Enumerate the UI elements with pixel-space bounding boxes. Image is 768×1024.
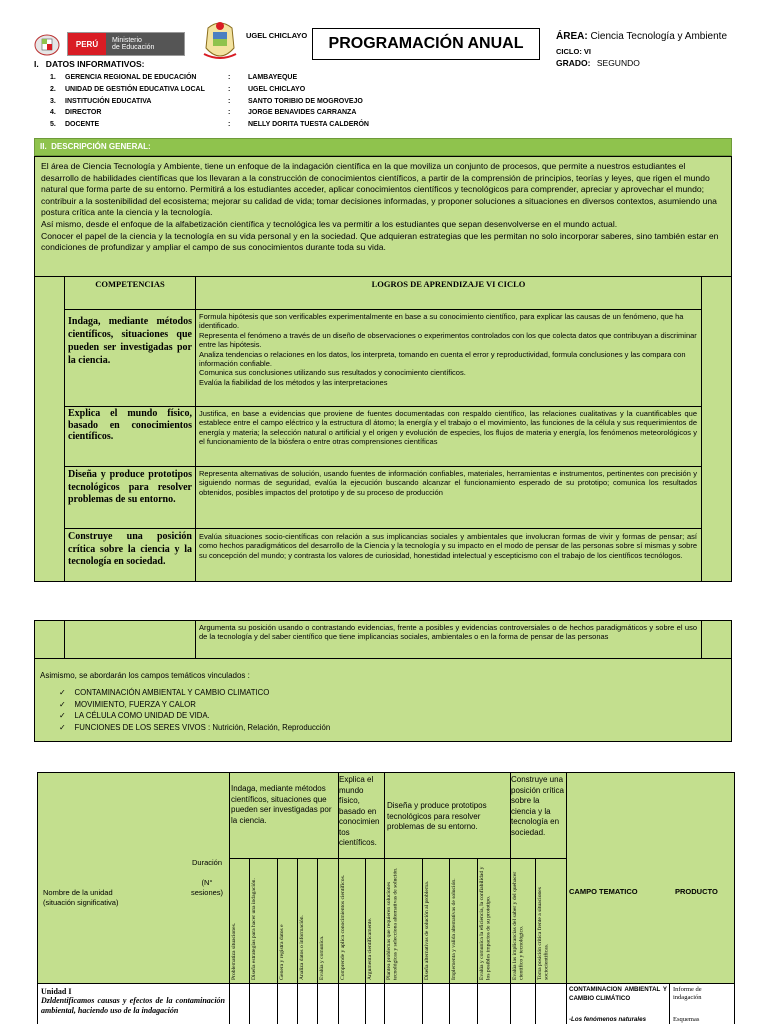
unidad-producto: Informe de indagación (673, 986, 702, 1002)
ugel-logo (200, 18, 240, 66)
check-icon: ✓ (59, 722, 66, 732)
capacidad-label: Plantea problemas que requieren soluciones tecnológicas y selecciona alternativas de solución. (386, 867, 399, 980)
column-divider (277, 858, 278, 1024)
descripcion-paragraph: El área de Ciencia Tecnología y Ambiente, tiene un enfoque de la indagación científica en la que moviliza un conjunto de procesos, que permite a nuestros estudiantes el desarrollo de habilidades científicas que los llevaran a la construcción de conocimientos científicos, a partir de la comprensión de principios, teorías y leyes, que rigen el mundo natural que forma parte de su entorno. Permitirá a los estudiantes acceder, aplicar conocimientos científicos y tecnológicos para comprender, apreciar y aprovechar el mundo; contribuir a la sostenibilidad del ecosistema; mejorar su calidad de vida; tomar decisiones informadas, y proponer soluciones a situaciones en diversos contextos, asumiendo una postura crítica ante la ciencia y la tecnología. (41, 161, 717, 218)
area-value: Ciencia Tecnología y Ambiente (590, 31, 728, 42)
datos-num: 2. (50, 85, 56, 93)
campos-item-text: MOVIMIENTO, FUERZA Y CALOR (74, 699, 196, 709)
datos-key: INSTITUCIÓN EDUCATIVA (65, 97, 152, 105)
capacidad-label: Genera y registra datos e (279, 924, 285, 980)
campos-item-text: CONTAMINACIÓN AMBIENTAL Y CAMBIO CLIMATICO (74, 688, 270, 697)
datos-num: 5. (50, 121, 56, 129)
datos-row (50, 96, 450, 108)
page-title (312, 28, 540, 60)
row-divider (64, 528, 702, 529)
peru-logo (67, 32, 185, 56)
column-divider (37, 984, 38, 1024)
datos-val: LAMBAYEQUE (248, 74, 298, 81)
column-divider (229, 772, 230, 1024)
competencia-name: Indaga, mediante métodos científicos, situaciones que pueden ser investigadas por la ciencia. (68, 316, 192, 366)
check-icon: ✓ (59, 711, 66, 721)
datos-row (50, 72, 450, 84)
capacidad-label: Problematiza situaciones. (231, 922, 237, 980)
datos-num: 1. (50, 74, 56, 81)
campos-list (59, 687, 330, 733)
datos-key: UNIDAD DE GESTIÓN EDUCATIVA LOCAL (65, 85, 205, 93)
col-header-comp3: Diseña y produce prototipos tecnológicos para resolver problemas de su entorno. (387, 801, 487, 831)
column-divider (701, 277, 702, 581)
competencia-logro: Justifica, en base a evidencias que proviene de fuentes documentadas con respaldo científico, las relaciones cualitativas y la cuantificables que establece entre el campo eléctrico y la estructura dl átomo; la energía y el trabajo o el movimiento, las funciones de la célula y sus requerimientos de energía y materia; la selección natural o artificial y el origen y evolución de especies, los flujos de materia y energía, los fenómenos meteorológicos y el funcionamiento de la biósfera o entre otras comprensiones científicas (199, 409, 697, 447)
competencia-logro: Evalúa situaciones socio-científicas con relación a sus implicancias sociales y ambientales que involucran formas de vivir y formas de pensar; así como hechos paradigmáticos del desarrollo de la Ciencia y la tecnología y su impacto en el modo de pensar de las personas sobre sí mismas y sobre su concepción del mundo; y contrasta los valores de curiosidad, honestidad intelectual y escepticismo con el trabajo de los científicos tecnólogos. (199, 532, 697, 560)
descripcion-heading (34, 138, 732, 156)
capacidad-label: Evalúa las implicancias del saber y del quehacer científico y tecnológico. (512, 871, 525, 980)
unidad-producto-sub: Esquemas (673, 1016, 700, 1023)
unidades-table (37, 772, 735, 1024)
col-header-duracion: Duración (N° sesiones) (190, 858, 224, 897)
datos-key: GERENCIA REGIONAL DE EDUCACIÓN (65, 74, 197, 81)
row-divider (37, 983, 735, 984)
competencias-table (34, 276, 732, 582)
col-header-comp1: Indaga, mediante métodos científicos, situaciones que pueden ser investigadas por la ciencia. (231, 784, 332, 825)
column-divider (317, 858, 318, 1024)
campos-item-text: FUNCIONES DE LOS SERES VIVOS : Nutrición, Relación, Reproducción (74, 722, 331, 732)
column-divider (449, 858, 450, 1024)
col-header-producto: PRODUCTO (675, 887, 718, 896)
capacidad-label: Toma posición crítica frente a situaciones sociocientíficas. (537, 887, 550, 980)
unidad-title: Unidad I (41, 987, 72, 996)
campos-intro: Asimismo, se abordarán los campos temáticos vinculados : (40, 671, 250, 680)
campos-item (59, 722, 330, 734)
check-icon: ✓ (59, 688, 66, 697)
capacidad-label: Evalúa y comunica la eficiencia, la confiabilidad y los posibles impactos de su prototipo. (479, 866, 492, 980)
datos-row (50, 107, 450, 119)
datos-key: DIRECTOR (65, 109, 102, 117)
datos-val: UGEL CHICLAYO (248, 85, 306, 93)
grado-value: SEGUNDO (596, 58, 640, 68)
column-divider (422, 858, 423, 1024)
competencia-name: Explica el mundo físico, basado en conocimientos científicos. (68, 408, 192, 442)
datos-sep: : (228, 74, 231, 81)
column-divider (734, 984, 735, 1024)
column-divider (297, 858, 298, 1024)
area-label: ÁREA: (556, 31, 588, 42)
peru-emblem (34, 34, 60, 56)
argumenta-text: Argumenta su posición usando o contrastando evidencias, frente a posibles y evidencias controversiales o de hechos paradigmáticos y sobre el uso de la tecnología y del saber científico que tiene implicancias sociales, ambientales o en la forma de pensar de las personas (199, 623, 697, 642)
unidad-description: Dzldentificamos causas y efectos de la contaminación ambiental, haciendo uso de la indagación (41, 996, 225, 1015)
col-header-campo: CAMPO TEMATICO (569, 887, 638, 896)
campos-item (59, 687, 330, 699)
competencia-name: Construye una posición crítica sobre la ciencia y la tecnología en sociedad. (68, 531, 192, 568)
column-divider (384, 772, 385, 1024)
check-icon: ✓ (59, 699, 66, 709)
column-divider (64, 621, 65, 658)
col-header-comp4: Construye una posición crítica sobre la ciencia y la tecnología en sociedad. (511, 775, 564, 837)
column-divider (477, 858, 478, 1024)
column-divider (195, 621, 196, 658)
col-header-nombre: Nombre de la unidad (situación significativa) (43, 888, 119, 907)
grado-line (556, 58, 640, 68)
campos-section (34, 658, 732, 742)
capacidad-label: Diseña estrategias para hacer una indagación. (251, 878, 257, 980)
descripcion-paragraph: Conocer el papel de la ciencia y la tecnología en su vida personal y en la sociedad. Que adquieran estrategias que les permitan no solo incorporar saberes, sino también estar en condiciones de profundizar y ampliar el campo de sus conocimientos durante toda su vida. (41, 230, 719, 253)
datos-row (50, 119, 450, 131)
argumenta-row (34, 620, 732, 659)
col-header-logros: LOGROS DE APRENDIZAJE VI CICLO (371, 279, 526, 289)
datos-val: JORGE BENAVIDES CARRANZA (248, 109, 357, 117)
competencia-name: Diseña y produce prototipos tecnológicos para resolver problemas de su entorno. (68, 469, 192, 506)
column-divider (669, 984, 670, 1024)
datos-val: NELLY DORITA TUESTA CALDERÓN (248, 121, 369, 129)
capacidad-label: Argumenta científicamente. (367, 917, 373, 980)
unidad-campo-sub: -Los fenómenos naturales (569, 1016, 647, 1023)
capacidad-label: Analiza datos o información. (299, 915, 305, 980)
column-divider (535, 858, 536, 1024)
datos-val: SANTO TORIBIO DE MOGROVEJO (248, 97, 363, 105)
datos-sep: : (228, 97, 231, 105)
row-divider (64, 466, 702, 467)
capacidad-label: Diseña alternativas de solución al problema. (424, 880, 430, 980)
ugel-label: UGEL CHICLAYO (246, 31, 308, 40)
campos-item (59, 710, 330, 722)
competencia-logro: Representa alternativas de solución, usando fuentes de información confiables, materiales, herramientas e instrumentos, pertinentes con precisión y siguiendo normas de seguridad, evalúa la ejecución buscando alcanzar el funcionamiento esperado de su prototipo; comunica los resultados obtenidos, posibles impactos del prototipo y de su proceso de producción (199, 469, 697, 497)
datos-key: DOCENTE (65, 121, 100, 129)
competencia-logro: Formula hipótesis que son verificables experimentalmente en base a su conocimiento científico, para explicar las causas de un fenómeno, que ha identificado. Representa el fenómeno a través de un diseño de observaciones o experimentos controlados con los que colecta datos que contribuyan a discriminar entre las hipótesis. Analiza tendencias o relaciones en los datos, los interpreta, tomando en cuenta el error y reproductividad, formula conclusiones y las compara con información confiable. Comunica sus conclusiones utilizando sus resultados y conocimiento científicos. Evalúa la fiabilidad de los métodos y las interpretaciones (199, 312, 697, 387)
column-divider (249, 858, 250, 1024)
column-divider (701, 621, 702, 658)
column-divider (64, 277, 65, 581)
col-header-comp2: Explica el mundo físico, basado en conocimien tos científicos. (339, 775, 380, 847)
page-title-text: PROGRAMACIÓN ANUAL (328, 35, 524, 52)
campos-item-text: LA CÉLULA COMO UNIDAD DE VIDA. (74, 711, 210, 721)
datos-sep: : (228, 121, 231, 129)
unidad-campo: CONTAMINACION AMBIENTAL Y CAMBIO CLIMÁTICO (569, 986, 667, 1002)
capacidad-label: Implementa y valida alternativas de solución. (451, 878, 457, 980)
descripcion-heading-text: II. DESCRIPCIÓN GENERAL: (40, 142, 151, 151)
peru-label: PERÚ (68, 33, 106, 55)
row-divider (229, 858, 566, 859)
area-line (556, 31, 727, 42)
capacidad-label: Evalúa y comunica. (319, 935, 325, 980)
capacidad-label: Comprende y aplica conocimientos científicos. (340, 874, 346, 980)
datos-row (50, 84, 450, 96)
row-divider (64, 406, 702, 407)
datos-num: 4. (50, 109, 56, 117)
grado-label: GRADO: (556, 58, 591, 68)
column-divider (566, 772, 567, 1024)
datos-sep: : (228, 109, 231, 117)
campos-item (59, 699, 330, 711)
ciclo-label: CICLO: VI (556, 47, 591, 56)
datos-num: 3. (50, 97, 56, 105)
datos-heading: I. DATOS INFORMATIVOS: (34, 59, 145, 69)
descripcion-paragraph: Así mismo, desde el enfoque de la alfabetización científica y tecnológica les va permitir a los estudiantes que sepan desenvolverse en el mundo actual. (41, 218, 618, 229)
col-header-competencias: COMPETENCIAS (95, 279, 165, 289)
row-divider (64, 309, 702, 310)
column-divider (195, 277, 196, 581)
ministerio-label: Ministerio de Educación (106, 33, 184, 55)
datos-sep: : (228, 85, 231, 93)
descripcion-body (34, 156, 732, 278)
column-divider (365, 858, 366, 1024)
datos-list (50, 72, 450, 131)
